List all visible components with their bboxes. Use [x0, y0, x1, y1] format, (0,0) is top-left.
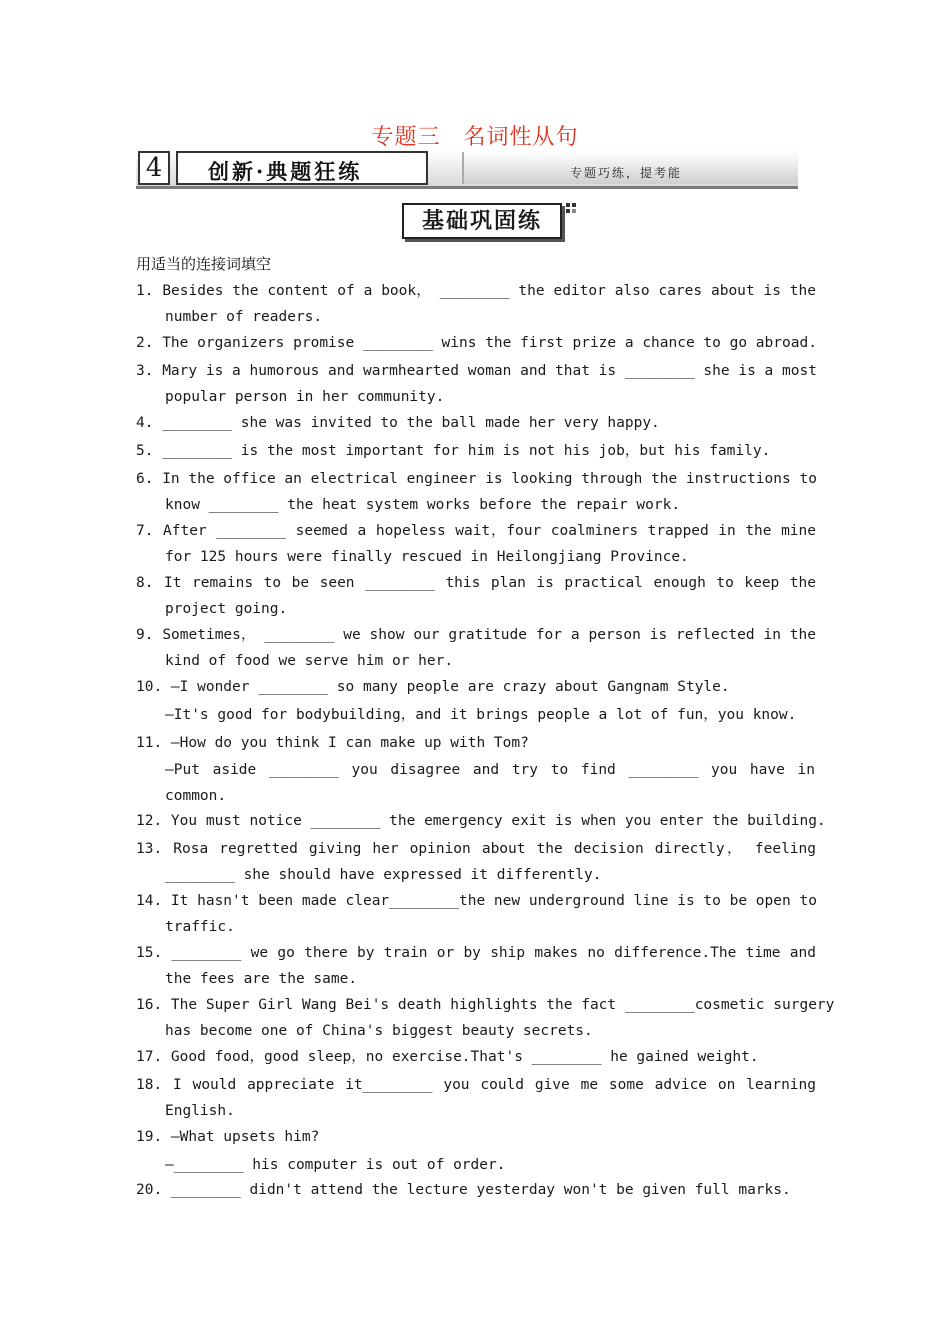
- question-line: 18. I would appreciate it________ you could give me some advice on learning: [136, 1077, 816, 1093]
- question-line: 3. Mary is a humorous and warmhearted woman and that is ________ she is a most: [136, 363, 817, 379]
- corner-dots-icon: [566, 203, 578, 215]
- question-line: 17. Good food，good sleep，no exercise.That's ________ he gained weight.: [136, 1049, 759, 1065]
- banner-subtitle: 专题巧练，提考能: [570, 166, 683, 180]
- question-line: 20. ________ didn't attend the lecture yesterday won't be given full marks.: [136, 1182, 791, 1198]
- question-line: English.: [165, 1103, 235, 1119]
- exercise-instruction: 用适当的连接词填空: [136, 255, 272, 273]
- question-line: 6. In the office an electrical engineer is looking through the instructions to: [136, 471, 817, 487]
- question-line: number of readers.: [165, 309, 323, 325]
- question-line: 5. ________ is the most important for him is not his job，but his family.: [136, 443, 771, 459]
- question-line: —________ his computer is out of order.: [165, 1157, 506, 1173]
- question-line: —Put aside ________ you disagree and try to find ________ you have in: [165, 762, 815, 778]
- question-line: 15. ________ we go there by train or by ship makes no difference.The time and: [136, 945, 816, 961]
- question-line: 10. —I wonder ________ so many people are crazy about Gangnam Style.: [136, 679, 730, 695]
- question-line: common.: [165, 788, 227, 804]
- question-line: 7. After ________ seemed a hopeless wait，four coalminers trapped in the mine: [136, 523, 816, 539]
- question-line: 12. You must notice ________ the emergency exit is when you enter the building.: [136, 813, 826, 829]
- question-line: 8. It remains to be seen ________ this plan is practical enough to keep the: [136, 575, 816, 591]
- banner-number: 4: [138, 151, 170, 185]
- question-line: project going.: [165, 601, 288, 617]
- question-line: 1. Besides the content of a book， ________ the editor also cares about is the: [136, 283, 816, 299]
- question-line: has become one of China's biggest beauty secrets.: [165, 1023, 593, 1039]
- page-title: 专题三 名词性从句: [371, 125, 579, 150]
- question-line: 14. It hasn't been made clear________the new underground line is to be open to: [136, 893, 817, 909]
- question-line: for 125 hours were finally rescued in Heilongjiang Province.: [165, 549, 689, 565]
- question-line: kind of food we serve him or her.: [165, 653, 454, 669]
- question-line: popular person in her community.: [165, 389, 445, 405]
- banner-title: 创新·典题狂练: [208, 159, 363, 184]
- section-heading-box: [402, 203, 562, 239]
- question-line: 19. —What upsets him?: [136, 1129, 320, 1145]
- question-line: ________ she should have expressed it differently.: [165, 867, 602, 883]
- question-line: 11. —How do you think I can make up with Tom?: [136, 735, 529, 751]
- question-line: traffic.: [165, 919, 235, 935]
- question-line: 13. Rosa regretted giving her opinion about the decision directly， feeling: [136, 841, 816, 857]
- question-line: know ________ the heat system works before the repair work.: [165, 497, 681, 513]
- question-line: 4. ________ she was invited to the ball made her very happy.: [136, 415, 660, 431]
- section-banner: [136, 150, 798, 188]
- banner-title-box: [176, 151, 428, 185]
- question-line: the fees are the same.: [165, 971, 358, 987]
- question-line: 9. Sometimes， ________ we show our gratitude for a person is reflected in the: [136, 627, 816, 643]
- question-line: 2. The organizers promise ________ wins the first prize a chance to go abroad.: [136, 335, 817, 351]
- question-line: 16. The Super Girl Wang Bei's death highlights the fact ________cosmetic surgery: [136, 997, 835, 1013]
- section-heading: 基础巩固练: [421, 208, 542, 234]
- question-line: —It's good for bodybuilding，and it brings people a lot of fun，you know.: [165, 707, 797, 723]
